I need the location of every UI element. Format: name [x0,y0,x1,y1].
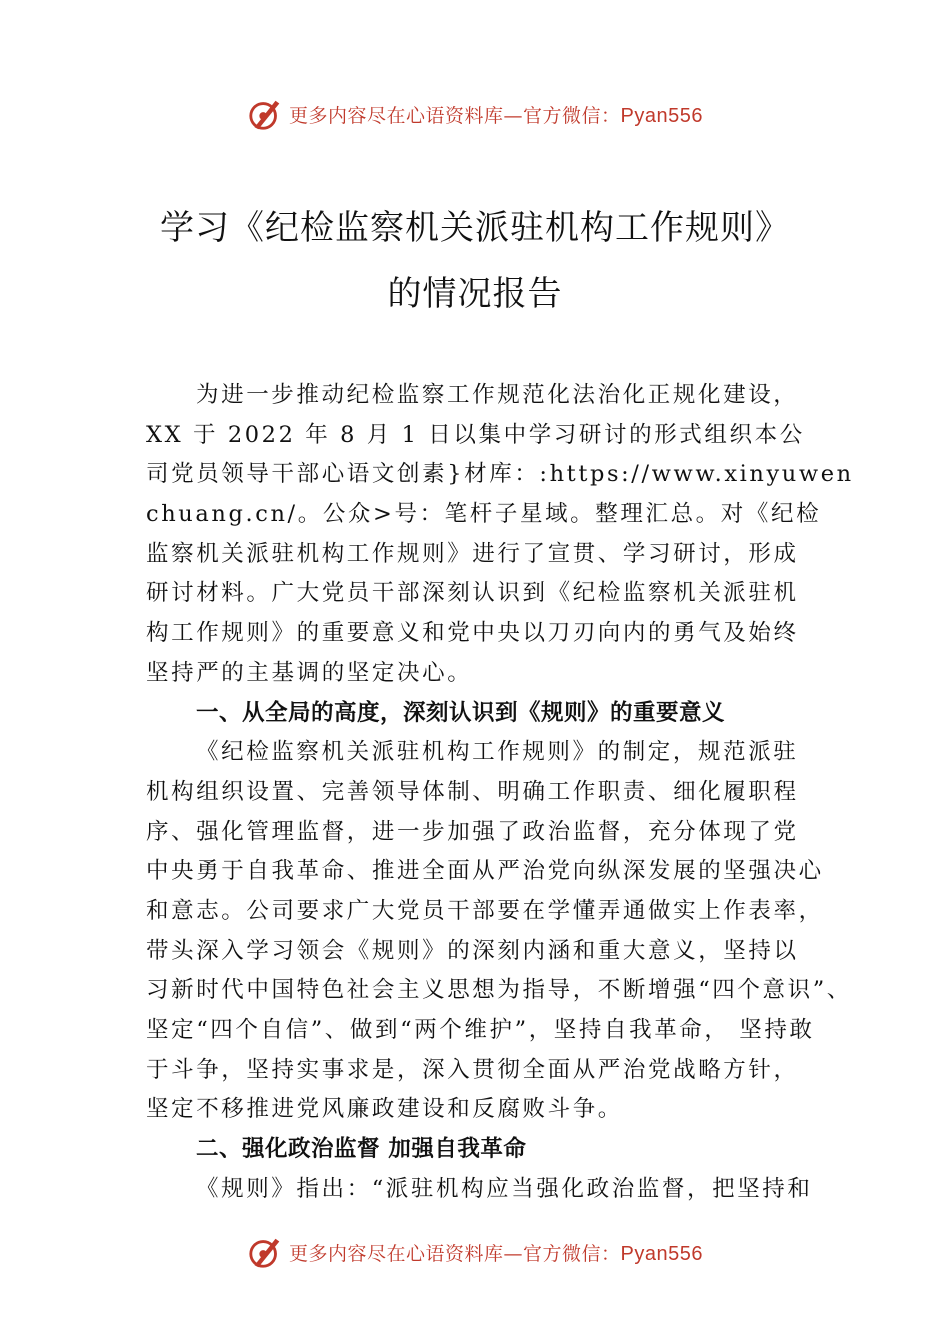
body-line: chuang.cn/。公众>号：笔杆子星域。整理汇总。对《纪检 [146,501,822,528]
body-line: XX 于 2022 年 8 月 1 日以集中学习研讨的形式组织本公 [146,421,805,448]
watermark-banner-top [0,94,950,134]
body-line: 于斗争，坚持实事求是，深入贯彻全面从严治党战略方针， [146,1056,799,1083]
body-line: 监察机关派驻机构工作规则》进行了宣贯、学习研讨，形成 [146,540,799,567]
body-line: 坚持严的主基调的坚定决心。 [146,659,473,686]
body-line: 序、强化管理监督，进一步加强了政治监督，充分体现了党 [146,818,799,845]
body-line: 坚定不移推进党风廉政建设和反腐败斗争。 [146,1096,623,1123]
document-title-line-2: 的情况报告 [387,274,563,314]
body-line: 《规则》指出：“派驻机构应当强化政治监督，把坚持和 [196,1175,813,1202]
document-body [146,376,854,1209]
quill-logo-icon [247,1233,285,1271]
watermark-text: 更多内容尽在心语资料库—官方微信：Pyan556 [289,1242,703,1265]
body-line: 《纪检监察机关派驻机构工作规则》的制定，规范派驻 [196,739,799,766]
body-line: 带头深入学习领会《规则》的深刻内涵和重大意义，坚持以 [146,937,799,964]
body-line: 中央勇于自我革命、推进全面从严治党向纵深发展的坚强决心 [146,858,824,885]
section-heading-1: 一、从全局的高度，深刻认识到《规则》的重要意义 [196,699,726,726]
section-heading-2: 二、强化政治监督 加强自我革命 [196,1136,527,1163]
body-line: 构工作规则》的重要意义和党中央以刀刃向内的勇气及始终 [146,620,799,647]
body-line: 和意志。公司要求广大党员干部要在学懂弄通做实上作表率， [146,897,824,924]
watermark-banner-bottom [0,1232,950,1272]
quill-logo-icon [247,95,285,133]
document-title-line-1: 学习《纪检监察机关派驻机构工作规则》 [160,208,790,248]
body-line: 机构组织设置、完善领导体制、明确工作职责、细化履职程 [146,778,799,805]
body-line: 为进一步推动纪检监察工作规范化法治化正规化建设， [196,382,799,408]
body-line: 习新时代中国特色社会主义思想为指导，不断增强“四个意识”、 [146,977,852,1004]
body-line: 研讨材料。广大党员干部深刻认识到《纪检监察机关派驻机 [146,580,799,607]
body-line: 司党员领导干部心语文创素}材库：:https://www.xinyuwen [146,461,854,488]
body-line: 坚定“四个自信”、做到“两个维护”，坚持自我革命， 坚持敢 [146,1017,815,1043]
watermark-text: 更多内容尽在心语资料库—官方微信：Pyan556 [289,104,703,127]
